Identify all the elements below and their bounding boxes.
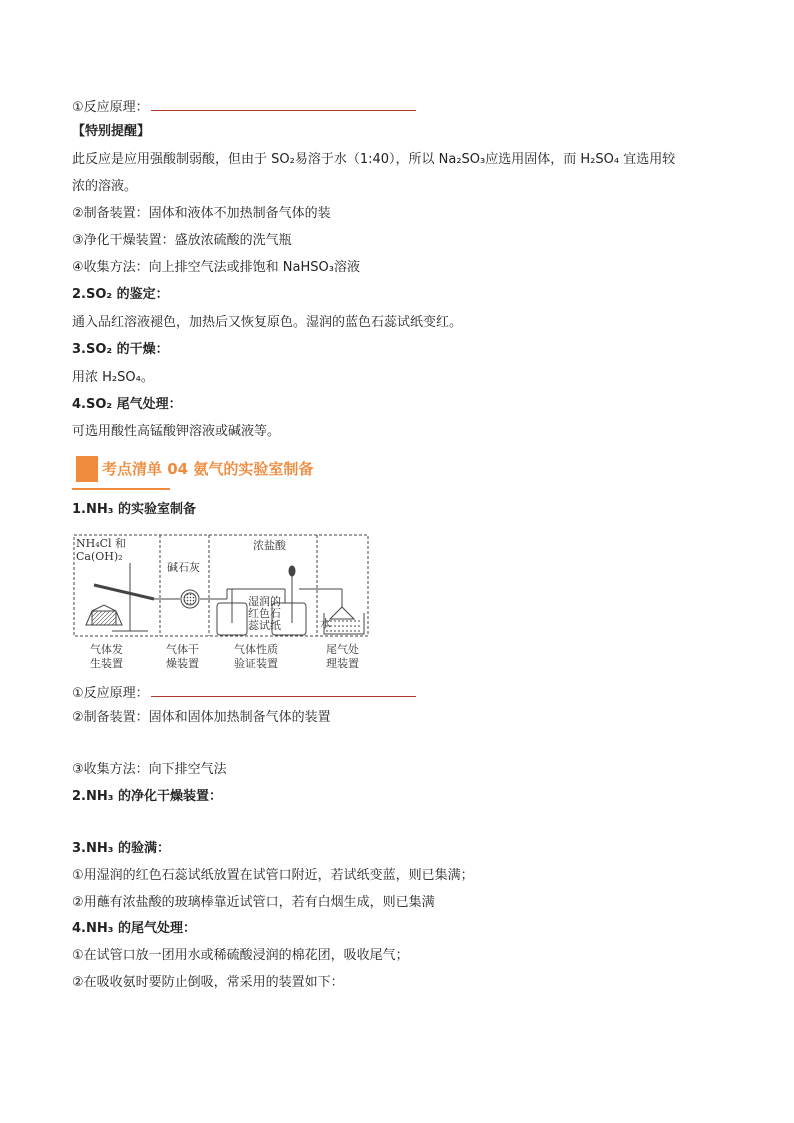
special-reminder-heading: 【特别提醒】 [72, 124, 151, 139]
reaction-principle-so2: ①反应原理： [72, 96, 416, 118]
nh3-collection-method: ③收集方法：向下排空气法 [72, 762, 227, 777]
reagent-label-1: NH₄Cl 和 [76, 537, 127, 550]
caption-gas-generation-1: 气体发 [90, 643, 123, 656]
caption-tail-gas-1: 尾气处 [326, 643, 359, 656]
so2-drying-heading: 3.SO₂ 的干燥： [72, 342, 169, 357]
section-banner [72, 452, 372, 492]
so2-tail-gas-heading: 4.SO₂ 尾气处理： [72, 397, 182, 412]
so2-identification-heading: 2.SO₂ 的鉴定： [72, 287, 169, 302]
reminder-text-cont: 浓的溶液。 [72, 179, 138, 194]
caption-tail-gas-2: 理装置 [326, 657, 359, 670]
nh3-purify-dry-heading: 2.NH₃ 的净化干燥装置： [72, 789, 222, 804]
banner-square-icon [76, 456, 98, 482]
answer-blank-nh3[interactable] [151, 682, 416, 697]
caption-gas-generation-2: 生装置 [90, 657, 123, 670]
reagent-label-2: Ca(OH)₂ [76, 550, 123, 563]
caption-property-test-1: 气体性质 [234, 643, 278, 656]
so2-identification-text: 通入品红溶液褪色，加热后又恢复原色。湿润的蓝色石蕊试纸变红。 [72, 315, 463, 330]
nh3-tail-gas-1: ①在试管口放一团用水或稀硫酸浸润的棉花团，吸收尾气； [72, 948, 409, 963]
banner-title: 考点清单 04 氨气的实验室制备 [102, 460, 314, 478]
litmus-label-1: 湿润的 [248, 595, 281, 608]
nh3-full-check-1: ①用湿润的红色石蕊试纸放置在试管口附近，若试纸变蓝，则已集满； [72, 868, 474, 883]
nh3-prep-heading: 1.NH₃ 的实验室制备 [72, 502, 196, 517]
nh3-full-check-2: ②用蘸有浓盐酸的玻璃棒靠近试管口，若有白烟生成，则已集满 [72, 895, 435, 910]
conc-hcl-label: 浓盐酸 [253, 539, 286, 552]
litmus-label-3: 蕊试纸 [248, 619, 281, 632]
litmus-label-2: 红色石 [248, 607, 281, 620]
caption-gas-drying-1: 气体干 [166, 643, 199, 656]
banner-underline [72, 488, 170, 490]
collection-method: ④收集方法：向上排空气法或排饱和 NaHSO₃溶液 [72, 260, 360, 275]
soda-lime-label: 碱石灰 [167, 561, 200, 574]
so2-drying-text: 用浓 H₂SO₄。 [72, 370, 154, 385]
so2-tail-gas-text: 可选用酸性高锰酸钾溶液或碱液等。 [72, 424, 281, 439]
prep-apparatus: ②制备装置：固体和液体不加热制备气体的装 [72, 206, 331, 221]
caption-gas-drying-2: 燥装置 [166, 657, 199, 670]
answer-blank[interactable] [151, 96, 416, 111]
nh3-tail-gas-heading: 4.NH₃ 的尾气处理： [72, 921, 196, 936]
water-label: 水 [320, 617, 331, 630]
nh3-full-check-heading: 3.NH₃ 的验满： [72, 841, 170, 856]
reminder-text: 此反应是应用强酸制弱酸，但由于 SO₂易溶于水（1:40），所以 Na₂SO₃应选用固体，而 H₂SO₄ 宜选用较 [72, 152, 676, 167]
nh3-prep-apparatus: ②制备装置：固体和固体加热制备气体的装置 [72, 710, 331, 725]
nh3-apparatus-diagram [72, 533, 372, 673]
caption-property-test-2: 验证装置 [234, 657, 278, 670]
nh3-tail-gas-2: ②在吸收氨时要防止倒吸，常采用的装置如下： [72, 975, 344, 990]
purify-dry-apparatus: ③净化干燥装置：盛放浓硫酸的洗气瓶 [72, 233, 292, 248]
reaction-principle-nh3: ①反应原理： [72, 682, 416, 704]
